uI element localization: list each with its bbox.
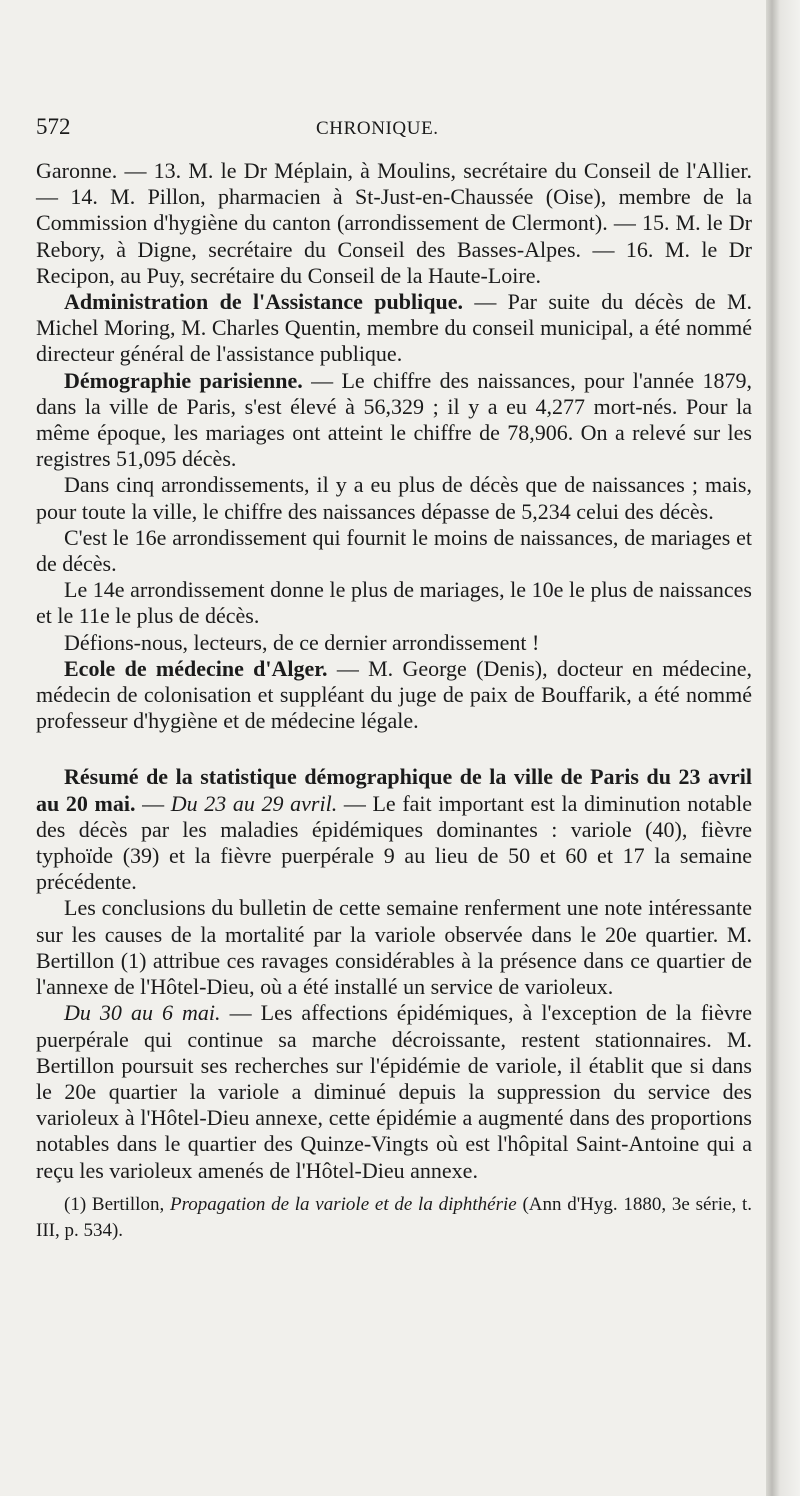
paragraph-resume: [36, 764, 752, 895]
paragraph-assistance-publique: [36, 289, 752, 368]
section-gap: [36, 734, 752, 764]
binding-gutter: [766, 0, 800, 1496]
paragraph-16e: C'est le 16e arrondissement qui fournit le moins de naissances, de mariages et de décès.: [36, 524, 752, 577]
paragraph-arrondissements: Dans cinq arrondissements, il y a eu plus de décès que de naissances ; mais, pour toute la ville, le chiffre des naissances dépasse de 5,234 celui des décès.: [36, 472, 752, 524]
page-header: [36, 114, 752, 154]
section-title-alger: Ecole de médecine d'Alger.: [64, 655, 328, 681]
paragraph-14e: Le 14e arrondissement donne le plus de mariages, le 10e le plus de naissances et le 11e le plus de décès.: [36, 577, 752, 629]
paragraph-text: — Les affections épidémiques, à l'exception de la fièvre puerpérale qui continue sa marche décroissante, restent stationnaires. M. Bertillon poursuit ses recherches sur l'épidémie de variole, il établit que si dans le 20e quartier la variole a diminué depuis la suppression du service des varioleux à l'Hôtel-Dieu annexe, cette épidémie a augmenté dans des proportions notables dans le quartier des Quinze-Vingts où est l'hôpital Saint-Antoine qui a reçu les varioleux amenés de l'Hôtel-Dieu annexe.: [36, 1000, 752, 1183]
section-title-resume: Résumé de la statistique démographique de la ville de Paris du 23 avril au 20 mai.: [36, 764, 752, 816]
paragraph-text: — Le chiffre des naissances, pour l'année 1879, dans la ville de Paris, s'est élevé à 56,329 ; il y a eu 4,277 mort-nés. Pour la même époque, les mariages ont atteint le chiffre de 78,906. On a relevé sur les registres 51,095 décès.: [36, 367, 752, 472]
footnote: [36, 1192, 752, 1244]
paragraph-alger: [36, 656, 752, 735]
separator: —: [135, 790, 171, 816]
paragraph-defions: Défions-nous, lecteurs, de ce dernier arrondissement !: [64, 629, 540, 655]
paragraph-conclusions: Les conclusions du bulletin de cette semaine renferment une note intéressante sur les causes de la mortalité par la variole observée dans le 20e quartier. M. Bertillon (1) attribue ces ravages considérables à la présence dans ce quartier de l'annexe de l'Hôtel-Dieu, où a été installé un service de varioleux.: [36, 895, 752, 1000]
period-label: Du 23 au 29 avril.: [170, 790, 338, 816]
paragraph-demographie: [36, 368, 752, 473]
paragraph-text: — M. George (Denis), docteur en médecine, médecin de colonisation et suppléant du juge de paix de Bouffarik, a été nommé professeur d'hygiène et de médecine légale.: [36, 655, 752, 734]
paragraph-council-list: Garonne. — 13. M. le Dr Méplain, à Moulins, secrétaire du Conseil de l'Allier. — 14. M. Pillon, pharmacien à St-Just-en-Chaussée (Oise), membre de la Commission d'hygiène du canton (arrondissement de Clermont). — 15. M. le Dr Rebory, à Digne, secrétaire du Conseil des Basses-Alpes. — 16. M. le Dr Recipon, au Puy, secrétaire du Conseil de la Haute-Loire.: [36, 158, 752, 288]
footnote-lead: (1) Bertillon,: [64, 1193, 170, 1215]
footnote-rest: 1880, 3e série, t. III, p. 534).: [36, 1193, 753, 1241]
page-text-block: [36, 114, 752, 1244]
page-number: 572: [36, 114, 71, 139]
period-label: Du 30 au 6 mai.: [64, 1000, 221, 1026]
paragraph-30-mai: [36, 1000, 752, 1183]
paragraph-text: — Le fait important est la diminution notable des décès par les maladies épidémiques dominantes : variole (40), fièvre typhoïde (39) et la fièvre puerpérale 9 au lieu de 50 et 60 et 17 la semaine précédente.: [36, 790, 752, 895]
footnote-journal: (Ann d'Hyg.: [516, 1193, 624, 1215]
section-title-assistance: Administration de l'Assistance publique.: [64, 289, 463, 315]
paragraph-text: — Par suite du décès de M. Michel Moring, M. Charles Quentin, membre du conseil municipal, a été nommé directeur général de l'assistance publique.: [36, 289, 752, 367]
section-title-demographie: Démographie parisienne.: [64, 367, 303, 393]
running-head: CHRONIQUE.: [316, 118, 439, 139]
footnote-title: Propagation de la variole et de la diphthérie: [169, 1193, 517, 1215]
